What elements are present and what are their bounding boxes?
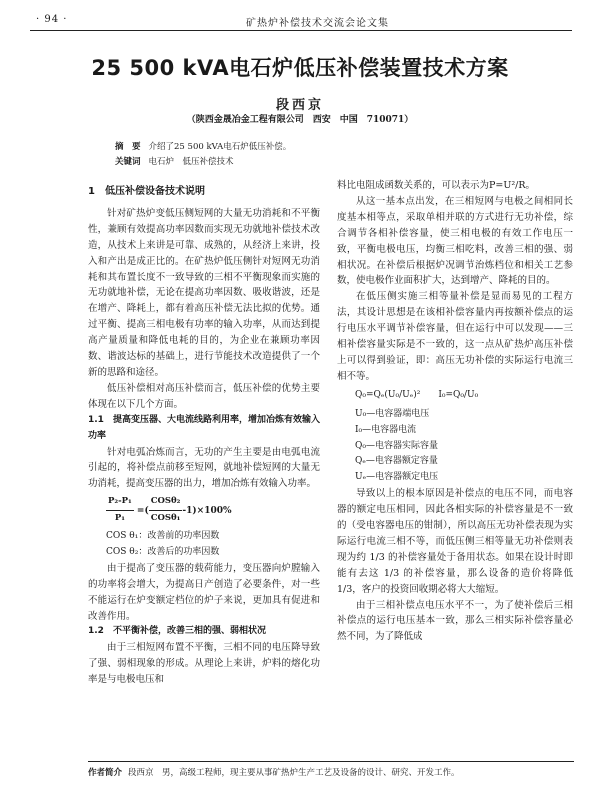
left-para-5: 由于三相短网布置不平衡，三相不同的电压降导致了强、弱相现象的形成。从理论上来讲，炉料的熔化功率是与电极电压和 — [88, 642, 320, 686]
footnote-label: 作者简介 — [88, 768, 123, 778]
formula-lhs-numerator: P₂-P₁ — [106, 494, 134, 511]
power-formula: $\frac{\text{P₂-P₁}}{\text{P₁}}$ =( $\frac{\text{COSθ₂}}{\text{COSθ₁}}$ -1)×100% — [88, 494, 320, 527]
left-para-2: 低压补偿相对高压补偿而言，低压补偿的优势主要体现在以下几个方面。 — [88, 382, 320, 410]
formula-rhs-numerator: COSθ₂ — [149, 494, 183, 511]
formula-lhs-denominator: P₁ — [114, 513, 125, 524]
page-number: · 94 · — [36, 14, 68, 25]
author-name: 段西京 — [275, 98, 324, 113]
left-column — [88, 178, 320, 688]
right-para-3: 在低压侧实施三相等量补偿是显而易见的工程方法，其设计思想是在该相补偿容量内再按额补偿点的运行电压水平调节补偿容量，但在运行中可以发现——三相补偿容量实际是不一致的，这一点从矿热炉高压补偿上可以得到验证，即：高压无功补偿的实际运行电流三相不等。 — [337, 291, 573, 382]
abstract-text: 介绍了25 500 kVA电石炉低压补偿。 — [148, 142, 292, 152]
abstract-label: 摘 要 — [115, 142, 141, 152]
formula-lhs-fraction — [106, 494, 134, 527]
section-1-heading: 1 低压补偿设备技术说明 — [88, 186, 205, 197]
keywords-text: 电石炉 低压补偿技术 — [148, 157, 234, 167]
formula-tail: -1)×100% — [182, 506, 232, 517]
subsection-1-1-heading: 1.1 提高变压器、大电流线路利用率，增加冶炼有效输入功率 — [88, 414, 320, 441]
keywords-label: 关键词 — [115, 157, 141, 167]
abstract — [115, 140, 291, 152]
capacitor-var-1: U₀—电容器端电压 — [355, 408, 430, 419]
header-rule — [30, 30, 572, 31]
keywords — [115, 155, 234, 167]
left-para-3: 针对电弧冶炼而言，无功的产生主要是由电弧电流引起的，将补偿点前移至短网，就地补偿短网的大量无功消耗，提高变压器的出力，增加冶炼有效输入功率。 — [88, 446, 320, 490]
right-para-5: 由于三相补偿点电压水平不一，为了使补偿后三相补偿点的运行电压基本一致，那么三相实际补偿容量必然不同，为了降低成 — [337, 599, 573, 643]
capacitor-var-4: Qₑ—电容器额定容量 — [355, 456, 438, 467]
right-column — [337, 178, 573, 645]
capacitor-var-2: I₀—电容器电流 — [355, 424, 417, 435]
right-para-1: 料比电阻成函数关系的，可以表示为P=U²/R。 — [337, 180, 536, 191]
capacitor-var-3: Q₀—电容器实际容量 — [355, 440, 438, 451]
left-para-4: 由于提高了变压器的载荷能力，变压器向炉膛输入的功率将会增大，为提高日产创造了必要条件，对一些不能运行在炉变额定档位的炉子来说，更加具有促进和改善作用。 — [88, 562, 320, 622]
author-footnote — [88, 766, 460, 778]
subsection-1-2-heading: 1.2 不平衡补偿，改善三相的强、弱相状况 — [88, 626, 266, 637]
formula-var-1: COS θ₁：改善前的功率因数 — [106, 531, 220, 542]
footnote-rule — [88, 761, 574, 762]
right-para-4: 导致以上的根本原因是补偿点的电压不同，而电容器的额定电压相同，因此各相实际的补偿容量是不一致的（受电容器电压的钳制），所以高压无功补偿表现为实际运行电流三相不等，而低压侧三相等量无功补偿则表现为约 1/3 的补偿容量处于备用状态。如果在设计时即能有去这 1/3 的补偿容量，那么设备的造价将降低 1/3，客户的投资回收期必将大大缩短。 — [337, 488, 573, 595]
capacitor-var-5: Uₑ—电容器额定电压 — [355, 472, 439, 483]
affiliation: （陕西金晟冶金工程有限公司 西安 中国 710071） — [186, 115, 414, 125]
capacitor-formula: Q₀=Qₑ(U₀/Uₑ)² I₀=Q₀/U₀ — [355, 389, 479, 400]
paper-title: 25 500 kVA电石炉低压补偿装置技术方案 — [91, 56, 509, 80]
right-para-2: 从这一基本点出发，在三相短网与电极之间相同长度基本相等点，采取单相并联的方式进行无功补偿，综合调节各相补偿容量，使三相电极的有效工作电压一致，平衡电极电压，均衡三相吃料，改善三相的强、弱相状况。在补偿后根据炉况调节治炼档位和相关工艺参数，使电极作业面积扩大，达到增产、降耗的目的。 — [337, 195, 573, 287]
formula-rhs-denominator: COSθ₁ — [150, 513, 181, 524]
formula-var-2: COS θ₂：改善后的功率因数 — [106, 546, 220, 557]
journal-title: 矿热炉补偿技术交流会论文集 — [246, 18, 389, 29]
footnote-text: 段西京 男，高级工程师，现主要从事矿热炉生产工艺及设备的设计、研究、开发工作。 — [128, 768, 460, 778]
formula-rhs-fraction — [149, 494, 183, 527]
left-para-1: 针对矿热炉变低压侧短网的大量无功消耗和不平衡性，兼顾有效提高功率因数而实现无功就地补偿技术改造，从技术上来讲是可靠、成熟的，从经济上来讲，投入和产出是成正比的。在矿热炉低压侧针对短网无功消耗和其布置长度不一致导致的三相不平衡现象而实施的无功就地补偿，无论在提高功率因数、吸收谐波，还是在增产、降耗上，都有着高压补偿无法比拟的优势。通过平衡、提高三相电极有功率的输入功率，从而达到提高产量质量和降低电耗的目的，为企业在兼顾功率因数、谐波达标的基础上，进行节能技术改造提供了一个新的思路和途径。 — [88, 207, 320, 378]
